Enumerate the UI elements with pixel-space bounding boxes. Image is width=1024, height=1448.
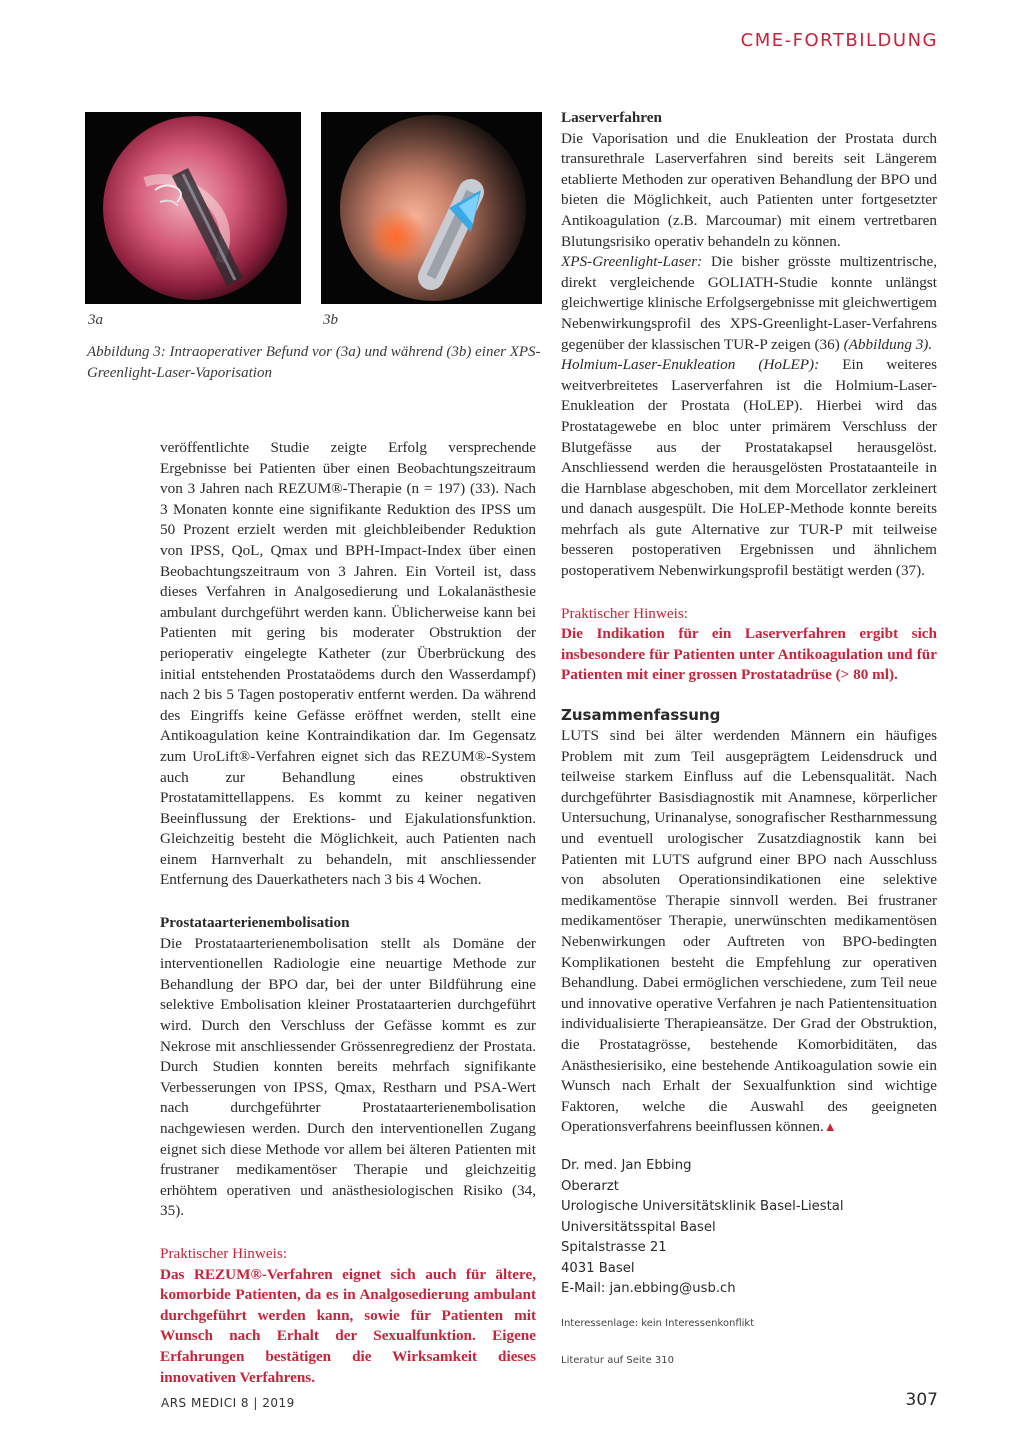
section-header: CME-FORTBILDUNG [740,30,938,51]
endoscopy-image-during [321,112,542,304]
author-city: 4031 Basel [561,1260,635,1276]
footer-journal: ARS MEDICI 8 | 2019 [161,1396,295,1410]
literature-reference-note: Literatur auf Seite 310 [561,1354,674,1366]
author-block [561,1156,937,1300]
figure-3b-image [321,112,542,304]
conflict-of-interest-note: Interessenlage: kein Interessenkonflikt [561,1318,755,1330]
author-name: Dr. med. Jan Ebbing [561,1157,692,1173]
practical-hint-text-right: Die Indikation für ein Laserverfahren ergibt sich insbesondere für Patienten unter Antikoagulation und für Patienten mit einer grossen Prostatadrüse (> 80 ml). [561,625,937,684]
summary-paragraph [561,726,937,1138]
holep-label: Holmium-Laser-Enukleation (HoLEP): [561,356,820,374]
practical-hint-title-right: Praktischer Hinweis: [561,604,688,622]
author-email[interactable]: E-Mail: jan.ebbing@usb.ch [561,1281,736,1297]
paragraph-xps [561,252,937,355]
end-of-article-icon: ▲ [823,1119,837,1135]
paragraph-laser-intro: Die Vaporisation und die Enukleation der Prostata durch transurethrale Laserverfahren sind bereits seit Längerem etablierte Methoden zur operativen Behandlung der BPO und bieten die Möglichkeit, auch Patienten unter fortgesetzter Antikoagulation (z.B. Marcoumar) mit einem vertretbaren Blutungsrisiko operativ behandeln zu können. [561,129,937,250]
author-clinic: Urologische Universitätsklinik Basel-Liestal [561,1199,844,1215]
paragraph-holep [561,355,937,582]
figure-reference: (Abbildung 3). [843,335,933,353]
xps-label: XPS-Greenlight-Laser: [561,253,703,271]
author-position: Oberarzt [561,1178,619,1194]
figure-3a-image [85,112,301,304]
endoscopy-image-before [85,112,301,304]
xps-text: Die bisher grösste multizentrische, direkt vergleichende GOLIATH-Studie konnte unlängst gleichwertige klinische Erfolgsergebnisse mit gleichwertigem Nebenwirkungsprofil des XPS-Greenlight-Laser-Verfahrens gegenüber der klassischen TUR-P zeigen (36) [561,253,938,353]
author-street: Spitalstrasse 21 [561,1240,667,1256]
left-column [160,438,536,1388]
practical-hint-title-left: Praktischer Hinweis: [160,1244,287,1262]
right-column [561,108,937,1371]
paragraph-embolisation: Die Prostataarterienembolisation stellt als Domäne der interventionellen Radiologie eine neuartige Methode zur Behandlung der BPO dar, bei der unter Bildführung eine selektive Embolisation kleiner Prostataarterien durchgeführt wird. Durch den Verschluss der Gefässe kommt es zur Nekrose mit anschliessender Grössenregredienz der Prostata. Durch Studien konnten bereits mehrfach signifikante Verbesserungen von IPSS, Qmax, Restharn und PSA-Wert nach durchgeführter Prostataarterienembolisation nachgewiesen werden. Durch den interventionellen Zugang eignet sich diese Methode vor allem bei älteren Patienten mit frustraner medikamentöser Therapie und gleichzeitig erhöhtem operativen und anästhesiologischen Risiko (34, 35). [160,934,536,1220]
figure-label-3a: 3a [88,312,103,328]
practical-hint-text-left: Das REZUM®-Verfahren eignet sich auch für ältere, komorbide Patienten, da es in Analgosedierung ambulant durchgeführt werden kann, sowie für Patienten mit Wunsch nach Erhalt der Sexualfunktion. Eigene Erfahrungen bestätigen die Wirksamkeit dieses innovativen Verfahrens. [160,1265,536,1386]
summary-heading: Zusammenfassung [561,706,721,725]
holep-text: Ein weiteres weitverbreitetes Laserverfahren ist die Holmium-Laser-Enukleation der Prostata (HoLEP). Hierbei wird das Prostatagewebe en bloc unter primärem Verschluss der Blutgefässe aus der Prostatakapsel herausgelöst. Anschliessend werden die herausgelösten Prostataanteile in die Harnblase abgeschoben, mit dem Morcellator zerkleinert und danach ausgespült. Die HoLEP-Methode konnte bereits mehrfach als gute Alternative zur TUR-P mit teilweise besseren postoperativen Ergebnissen und ähnlichem postoperativem Nebenwirkungsprofil bestätigt werden (37). [561,356,937,580]
subheading-prostate-artery-embolisation: Prostataarterienembolisation [160,914,350,932]
subheading-laser: Laserverfahren [561,109,662,126]
paragraph-rezum-study: veröffentlichte Studie zeigte Erfolg versprechende Ergebnisse bei Patienten über einen Beobachtungszeitraum von 3 Jahren nach REZUM®-Therapie (n = 197) (33). Nach 3 Monaten konnte eine signifikante Reduktion des IPSS um 50 Prozent erzielt werden mit gleichbleibender Reduktion von IPSS, QoL, Qmax und BPH-Impact-Index über einen Beobachtungszeitraum von 3 Jahren. Ein Vorteil ist, dass dieses Verfahren in Analgosedierung und Lokalanästhesie ambulant durchgeführt werden kann. Üblicherweise kann bei Patienten mit gering bis moderater Obstruktion der perioperativ eingelegte Katheter (zur Überbrückung des initial entstehenden Prostataödems durch den Wasserdampf) nach 2 bis 5 Tagen postoperativ entfernt werden. Da während des Eingriffs keine Gefässe eröffnet werden, stellt eine Antikoagulation keine Kontraindikation dar. Im Gegensatz zum UroLift®-Verfahren eignet sich das REZUM®-System auch zur Behandlung eines obstruktiven Prostatamittellappens. Es kommt zu keiner negativen Beeinflussung der Erektions- und Ejakulationsfunktion. Gleichzeitig besteht die Möglichkeit, auch Patienten nach einem Harnverhalt zu behandeln, mit anschliessender Entfernung des Dauerkatheters nach 3 bis 4 Wochen. [160,439,536,889]
page-number: 307 [905,1390,938,1410]
author-hospital: Universitätsspital Basel [561,1219,716,1235]
summary-text: LUTS sind bei älter werdenden Männern ein häufiges Problem mit zum Teil ausgeprägtem Leidensdruck und teilweise starkem Einfluss auf die Lebensqualität. Nach durchgeführter Basisdiagnostik mit Anamnese, körperlicher Untersuchung, Urinanalyse, sonografischer Restharnmessung und eventuell urologischer Zusatzdiagnostik kann bei Patienten mit LUTS aufgrund einer BPO nach Ausschluss von absoluten Operationsindikationen eine selektive medikamentöse Therapie sinnvoll werden. Bei frustraner medikamentöser Therapie, unerwünschten medikamentösen Nebenwirkungen oder Auftreten von BPO-bedingten Komplikationen besteht die Empfehlung zur operativen Behandlung. Dabei ermöglichen verschiedene, zum Teil neue und innovative operative Verfahren je nach Patientensituation individualisierte Therapieansätze. Der Grad der Obstruktion, die Prostatagrösse, bestehende Komorbiditäten, das Anästhesierisiko, eine bestehende Antikoagulation sowie ein Wunsch nach Erhalt der Sexualfunktion sind wichtige Faktoren, welche die Auswahl des geeigneten Operationsverfahrens beeinflussen können. [561,727,937,1136]
figure-label-3b: 3b [323,312,338,328]
figure-caption: Abbildung 3: Intraoperativer Befund vor (3a) und während (3b) einer XPS-Greenlight-Laser-Vaporisation [87,344,541,381]
